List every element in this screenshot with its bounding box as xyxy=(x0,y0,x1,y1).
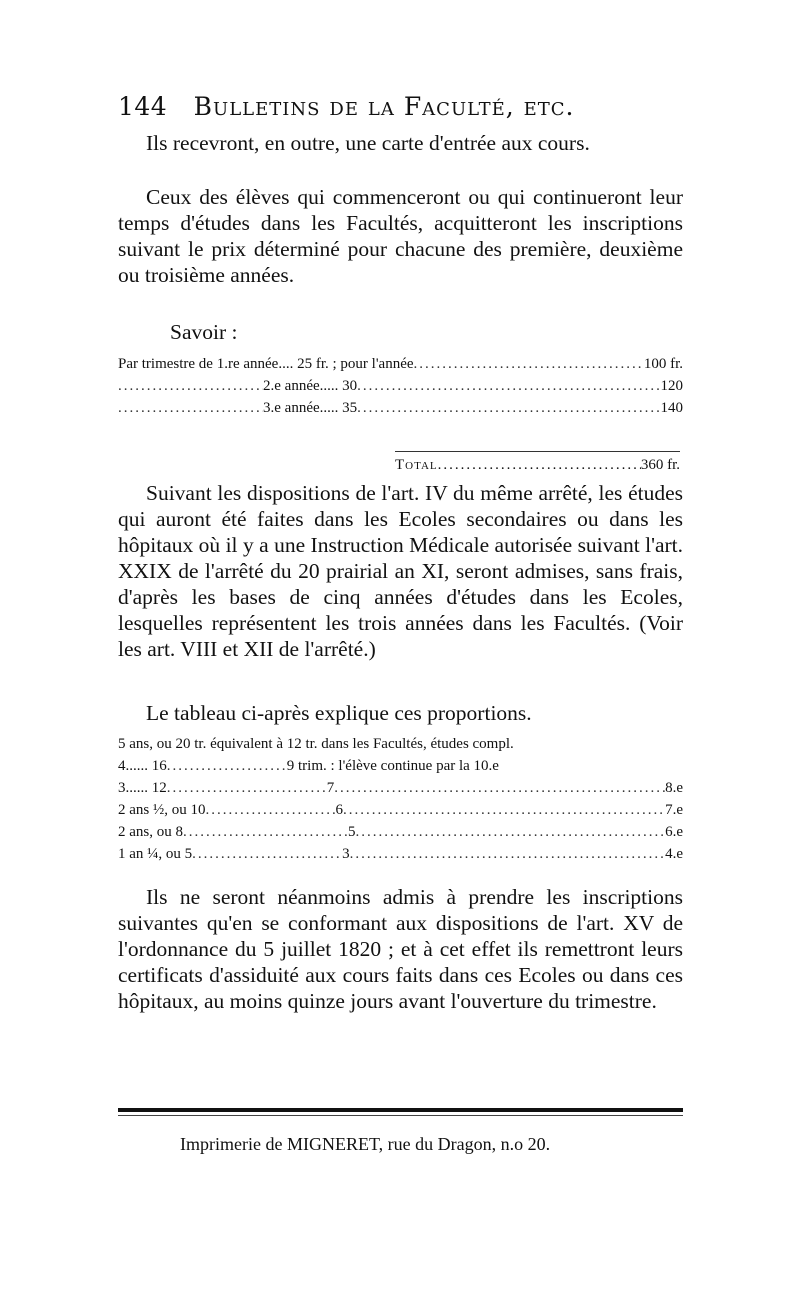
footer-rule-thin xyxy=(118,1115,683,1116)
fee-table xyxy=(118,356,683,422)
proportion-school: 1 an ¼, ou 5 xyxy=(118,846,193,862)
total-rule xyxy=(395,451,680,452)
total-label: Total xyxy=(395,457,438,473)
proportion-term: 8.e xyxy=(665,780,683,796)
savoir-label: Savoir : xyxy=(170,320,238,344)
proportion-term: 7.e xyxy=(665,802,683,818)
proportion-faculty: 6 xyxy=(335,802,343,818)
proportion-faculty: 5 xyxy=(348,824,356,840)
proportion-row xyxy=(118,780,683,802)
proportion-row xyxy=(118,824,683,846)
proportion-faculty: 9 trim. : l'élève continue par la 10.e xyxy=(286,758,499,774)
paragraph-cards: Ils recevront, en outre, une carte d'entrée aux cours. xyxy=(146,131,590,155)
proportion-school: 3...... 12 xyxy=(118,780,167,796)
paragraph-ordonnance: Ils ne seront néanmoins admis à prendre les inscriptions suivantes qu'en se conformant aux dispositions de l'art. XV de l'ordonnance du 5 juillet 1820 ; et à cet effet ils remettront leurs certificats d'assiduité aux cours faits dans ces Ecoles ou dans ces hôpitaux, au moins quinze jours avant l'ouverture du trimestre. xyxy=(118,885,683,1013)
total-value: 360 fr. xyxy=(640,457,680,473)
imprint: Imprimerie de MIGNERET, rue du Dragon, n.o 20. xyxy=(180,1134,551,1154)
proportion-term: 4.e xyxy=(665,846,683,862)
proportion-faculty: 3 xyxy=(342,846,350,862)
fee-row-lead: 2.e année..... 30 xyxy=(263,378,358,394)
fee-row xyxy=(118,400,683,422)
paragraph-tableau: Le tableau ci-après explique ces proportions. xyxy=(146,701,532,725)
proportion-row xyxy=(118,802,683,824)
fee-row-amount: 120 xyxy=(660,378,683,394)
proportion-school: 2 ans, ou 8 xyxy=(118,824,183,840)
proportion-row xyxy=(118,758,683,780)
paragraph-inscriptions: Ceux des élèves qui commenceront ou qui continueront leur temps d'études dans les Facultés, acquitteront les inscriptions suivant le prix déterminé pour chacune des première, deuxième ou troisième années. xyxy=(118,185,683,287)
footer-rule-thick xyxy=(118,1108,683,1112)
fee-row-lead: Par trimestre de 1.re année.... 25 fr. ; pour l'année xyxy=(118,356,414,372)
proportion-row xyxy=(118,846,683,868)
fee-row xyxy=(118,378,683,400)
fee-row-amount: 140 xyxy=(660,400,683,416)
fee-row xyxy=(118,356,683,378)
page-number: 144 xyxy=(118,92,168,121)
paragraph-dispositions: Suivant les dispositions de l'art. IV du même arrêté, les études qui auront été faites dans les Ecoles secondaires ou dans les hôpitaux où il y a une Instruction Médicale autorisée suivant l'art. XXIX de l'arrêté du 20 prairial an XI, seront admises, sans frais, d'après les bases de cinq années d'études dans les Ecoles, lesquelles représentent les trois années dans les Facultés. (Voir les art. VIII et XII de l'arrêté.) xyxy=(118,481,683,661)
proportion-faculty: équivalent à 12 tr. dans les Facultés, études compl. xyxy=(210,736,514,752)
fee-row-lead: 3.e année..... 35 xyxy=(263,400,358,416)
running-header xyxy=(118,92,678,121)
proportion-school: 4...... 16 xyxy=(118,758,167,774)
proportion-school: 5 ans, ou 20 tr. xyxy=(118,736,207,752)
fee-total xyxy=(395,457,680,474)
proportions-table xyxy=(118,736,683,868)
fee-row-amount: 100 fr. xyxy=(643,356,683,372)
proportion-school: 2 ans ½, ou 10 xyxy=(118,802,206,818)
running-title: Bulletins de la Faculté, etc. xyxy=(193,92,575,121)
proportion-row xyxy=(118,736,683,758)
proportion-faculty: 7 xyxy=(326,780,335,796)
proportion-term: 6.e xyxy=(665,824,683,840)
